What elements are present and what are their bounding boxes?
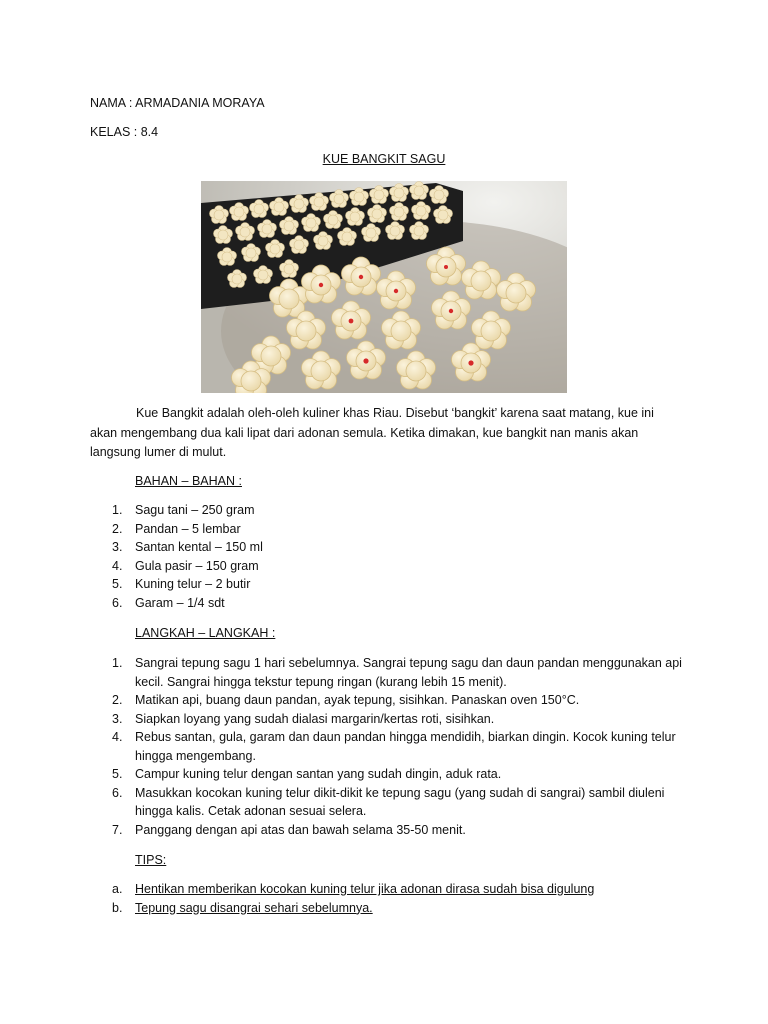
langkah-list xyxy=(112,654,682,839)
intro-line-3: langsung lumer di mulut. xyxy=(90,445,227,459)
student-class: KELAS : 8.4 xyxy=(90,125,159,139)
langkah-heading: LANGKAH – LANGKAH : xyxy=(135,626,276,640)
list-item: 5. Kuning telur – 2 butir xyxy=(112,577,251,591)
bahan-heading: BAHAN – BAHAN : xyxy=(135,474,242,488)
list-item: a. Hentikan memberikan kocokan kuning telur jika adonan dirasa sudah bisa digulung xyxy=(112,882,595,896)
list-item: 6. Garam – 1/4 sdt xyxy=(112,595,225,610)
list-item: b. Tepung sagu disangrai sehari sebelumnya. xyxy=(112,900,373,915)
tips-list xyxy=(112,880,594,917)
list-item: 1. Sagu tani – 250 gram xyxy=(112,503,255,517)
list-item: 6. Masukkan kocokan kuning telur dikit-dikit ke tepung sagu (yang sudah di sangrai) sambil diuleni hingga kalis. Cetak adonan sesuai selera. xyxy=(112,785,665,818)
intro-line-1: Kue Bangkit adalah oleh-oleh kuliner khas Riau. Disebut ‘bangkit’ karena saat matang, kue ini xyxy=(136,406,654,420)
list-item: 5. Campur kuning telur dengan santan yang sudah dingin, aduk rata. xyxy=(112,767,502,781)
list-item: 3. Santan kental – 150 ml xyxy=(112,540,263,554)
list-item: 7. Panggang dengan api atas dan bawah selama 35-50 menit. xyxy=(112,822,466,837)
cookies-photo xyxy=(201,181,567,393)
list-item: 2. Pandan – 5 lembar xyxy=(112,521,241,536)
list-item: 2. Matikan api, buang daun pandan, ayak tepung, sisihkan. Panaskan oven 150°C. xyxy=(112,693,580,707)
page-title: KUE BANGKIT SAGU xyxy=(322,152,446,166)
intro-paragraph xyxy=(90,404,690,463)
bahan-list xyxy=(112,501,263,612)
student-name: NAMA : ARMADANIA MORAYA xyxy=(90,96,265,110)
list-item: 4. Gula pasir – 150 gram xyxy=(112,558,259,573)
list-item: 4. Rebus santan, gula, garam dan daun pandan hingga mendidih, biarkan dingin. Kocok kuning telur hingga mengembang. xyxy=(112,730,676,763)
intro-line-2: akan mengembang dua kali lipat dari adonan semula. Ketika dimakan, kue bangkit nan manis akan xyxy=(90,425,639,440)
list-item: 1. Sangrai tepung sagu 1 hari sebelumnya. Sangrai tepung sagu dan daun pandan menggunakan api kecil. Sangrai hingga tekstur tepung ringan (kurang lebih 15 menit). xyxy=(112,656,682,689)
tips-heading: TIPS: xyxy=(135,853,167,867)
list-item: 3. Siapkan loyang yang sudah dialasi margarin/kertas roti, sisihkan. xyxy=(112,711,495,726)
